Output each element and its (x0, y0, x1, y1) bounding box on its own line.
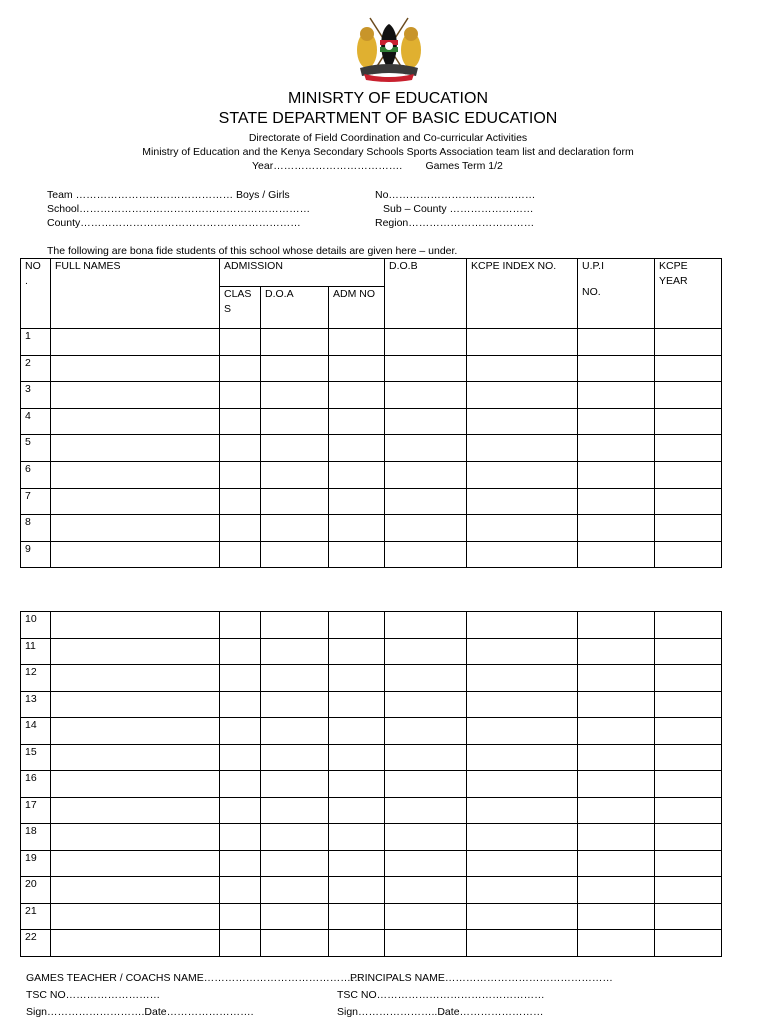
upi-cell[interactable] (578, 718, 655, 745)
class-cell[interactable] (220, 488, 261, 515)
kcpe-year-cell[interactable] (655, 850, 722, 877)
dob-cell[interactable] (385, 824, 467, 851)
dob-cell[interactable] (385, 461, 467, 488)
class-cell[interactable] (220, 877, 261, 904)
class-cell[interactable] (220, 691, 261, 718)
adm-no-cell[interactable] (329, 612, 385, 639)
adm-no-cell[interactable] (329, 930, 385, 957)
adm-no-cell[interactable] (329, 382, 385, 409)
full-names-cell[interactable] (51, 771, 220, 798)
coach-name-field[interactable]: GAMES TEACHER / COACHS NAME……………………………………… (26, 972, 362, 984)
coach-sign-date-field[interactable]: Sign……………………….Date……………………. (26, 1006, 254, 1018)
dob-cell[interactable] (385, 903, 467, 930)
dob-cell[interactable] (385, 382, 467, 409)
adm-no-cell[interactable] (329, 355, 385, 382)
full-names-cell[interactable] (51, 461, 220, 488)
dob-cell[interactable] (385, 744, 467, 771)
kcpe-index-cell[interactable] (467, 329, 578, 356)
doa-cell[interactable] (261, 355, 329, 382)
kcpe-index-cell[interactable] (467, 877, 578, 904)
header-full-names: FULL NAMES (51, 259, 220, 329)
kcpe-index-cell[interactable] (467, 435, 578, 462)
full-names-cell[interactable] (51, 903, 220, 930)
adm-no-cell[interactable] (329, 771, 385, 798)
kcpe-year-cell[interactable] (655, 797, 722, 824)
dob-cell[interactable] (385, 612, 467, 639)
table-row (21, 612, 722, 639)
kcpe-index-cell[interactable] (467, 903, 578, 930)
doa-cell[interactable] (261, 744, 329, 771)
dob-cell[interactable] (385, 638, 467, 665)
doa-cell[interactable] (261, 515, 329, 542)
upi-cell[interactable] (578, 665, 655, 692)
table-row (21, 488, 722, 515)
full-names-cell[interactable] (51, 930, 220, 957)
row-number: 22 (21, 930, 51, 957)
full-names-cell[interactable] (51, 877, 220, 904)
row-number: 2 (21, 355, 51, 382)
dob-cell[interactable] (385, 850, 467, 877)
adm-no-cell[interactable] (329, 718, 385, 745)
upi-cell[interactable] (578, 461, 655, 488)
adm-no-cell[interactable] (329, 903, 385, 930)
full-names-cell[interactable] (51, 355, 220, 382)
header-upi-no: NO. (582, 286, 601, 298)
header-adm-no: ADM NO (329, 287, 385, 329)
table-row (21, 903, 722, 930)
full-names-cell[interactable] (51, 612, 220, 639)
row-number: 4 (21, 408, 51, 435)
table-row (21, 877, 722, 904)
row-number: 7 (21, 488, 51, 515)
table-row (21, 461, 722, 488)
full-names-cell[interactable] (51, 691, 220, 718)
kcpe-year-cell[interactable] (655, 718, 722, 745)
class-cell[interactable] (220, 771, 261, 798)
kcpe-index-cell[interactable] (467, 744, 578, 771)
upi-cell[interactable] (578, 850, 655, 877)
full-names-cell[interactable] (51, 665, 220, 692)
row-number: 8 (21, 515, 51, 542)
full-names-cell[interactable] (51, 638, 220, 665)
row-number: 15 (21, 744, 51, 771)
kcpe-year-cell[interactable] (655, 665, 722, 692)
principal-sign-date-field[interactable]: Sign…………………..Date…………………… (337, 1006, 544, 1018)
table-row (21, 382, 722, 409)
header-upi-label: U.P.I (582, 260, 604, 272)
full-names-cell[interactable] (51, 718, 220, 745)
header-kcpe-index: KCPE INDEX NO. (467, 259, 578, 329)
kcpe-index-cell[interactable] (467, 665, 578, 692)
upi-cell[interactable] (578, 744, 655, 771)
kcpe-year-cell[interactable] (655, 515, 722, 542)
row-number: 10 (21, 612, 51, 639)
class-cell[interactable] (220, 824, 261, 851)
kcpe-year-cell[interactable] (655, 691, 722, 718)
kcpe-index-cell[interactable] (467, 930, 578, 957)
dob-cell[interactable] (385, 355, 467, 382)
table-row (21, 850, 722, 877)
class-cell[interactable] (220, 461, 261, 488)
table-row (21, 744, 722, 771)
doa-cell[interactable] (261, 930, 329, 957)
county-field[interactable]: County……………………………………………………… (47, 217, 301, 229)
row-number: 20 (21, 877, 51, 904)
table-row (21, 638, 722, 665)
doa-cell[interactable] (261, 541, 329, 568)
table-row (21, 665, 722, 692)
kcpe-index-cell[interactable] (467, 771, 578, 798)
kcpe-year-cell[interactable] (655, 824, 722, 851)
upi-cell[interactable] (578, 515, 655, 542)
doa-cell[interactable] (261, 461, 329, 488)
kcpe-year-cell[interactable] (655, 612, 722, 639)
dob-cell[interactable] (385, 488, 467, 515)
adm-no-cell[interactable] (329, 408, 385, 435)
adm-no-cell[interactable] (329, 850, 385, 877)
row-number: 14 (21, 718, 51, 745)
kcpe-year-cell[interactable] (655, 930, 722, 957)
student-table-part1 (20, 258, 722, 568)
class-cell[interactable] (220, 930, 261, 957)
adm-no-cell[interactable] (329, 329, 385, 356)
table-row (21, 329, 722, 356)
dob-cell[interactable] (385, 515, 467, 542)
doa-cell[interactable] (261, 850, 329, 877)
kcpe-year-cell[interactable] (655, 744, 722, 771)
class-cell[interactable] (220, 382, 261, 409)
kcpe-index-cell[interactable] (467, 638, 578, 665)
table-row (21, 691, 722, 718)
doa-cell[interactable] (261, 488, 329, 515)
class-cell[interactable] (220, 903, 261, 930)
row-number: 5 (21, 435, 51, 462)
table-row (21, 355, 722, 382)
table-row (21, 515, 722, 542)
form-description: Ministry of Education and the Kenya Secondary Schools Sports Association team list and declaration form (142, 146, 634, 158)
dob-cell[interactable] (385, 691, 467, 718)
adm-no-cell[interactable] (329, 877, 385, 904)
kcpe-year-cell[interactable] (655, 461, 722, 488)
row-number: 16 (21, 771, 51, 798)
year-games-term-line: Year………………………………. Games Term 1/2 (252, 160, 503, 172)
upi-cell[interactable] (578, 903, 655, 930)
class-cell[interactable] (220, 665, 261, 692)
table-row (21, 408, 722, 435)
kcpe-index-cell[interactable] (467, 461, 578, 488)
kenya-coat-of-arms-emblem (354, 16, 424, 84)
doa-cell[interactable] (261, 382, 329, 409)
principal-name-field[interactable]: PRINCIPALS NAME………………………………………… (350, 972, 613, 984)
adm-no-cell[interactable] (329, 461, 385, 488)
doa-cell[interactable] (261, 797, 329, 824)
full-names-cell[interactable] (51, 435, 220, 462)
upi-cell[interactable] (578, 877, 655, 904)
row-number: 11 (21, 638, 51, 665)
full-names-cell[interactable] (51, 797, 220, 824)
header-kcpe-year: KCPE YEAR (655, 259, 722, 329)
header-doa: D.O.A (261, 287, 329, 329)
kcpe-index-cell[interactable] (467, 515, 578, 542)
row-number: 9 (21, 541, 51, 568)
dob-cell[interactable] (385, 329, 467, 356)
sub-county-field[interactable]: Sub – County …………………… (383, 203, 534, 215)
dob-cell[interactable] (385, 797, 467, 824)
upi-cell[interactable] (578, 824, 655, 851)
upi-cell[interactable] (578, 691, 655, 718)
adm-no-cell[interactable] (329, 541, 385, 568)
table-row (21, 930, 722, 957)
full-names-cell[interactable] (51, 850, 220, 877)
upi-cell[interactable] (578, 612, 655, 639)
upi-cell[interactable] (578, 488, 655, 515)
class-cell[interactable] (220, 638, 261, 665)
adm-no-cell[interactable] (329, 665, 385, 692)
declaration-intro: The following are bona fide students of this school whose details are given here – under. (47, 245, 458, 257)
upi-cell[interactable] (578, 797, 655, 824)
adm-no-cell[interactable] (329, 797, 385, 824)
doa-cell[interactable] (261, 665, 329, 692)
class-cell[interactable] (220, 718, 261, 745)
dob-cell[interactable] (385, 877, 467, 904)
doa-cell[interactable] (261, 771, 329, 798)
header-upi (578, 259, 655, 329)
kcpe-index-cell[interactable] (467, 718, 578, 745)
class-cell[interactable] (220, 435, 261, 462)
team-field[interactable]: Team ……………………………………… Boys / Girls (47, 189, 290, 201)
dob-cell[interactable] (385, 718, 467, 745)
upi-cell[interactable] (578, 930, 655, 957)
full-names-cell[interactable] (51, 744, 220, 771)
kcpe-index-cell[interactable] (467, 824, 578, 851)
adm-no-cell[interactable] (329, 824, 385, 851)
upi-cell[interactable] (578, 382, 655, 409)
class-cell[interactable] (220, 744, 261, 771)
header-dob: D.O.B (385, 259, 467, 329)
row-number: 12 (21, 665, 51, 692)
class-cell[interactable] (220, 408, 261, 435)
kcpe-year-cell[interactable] (655, 638, 722, 665)
kcpe-year-cell[interactable] (655, 771, 722, 798)
student-table-part2 (20, 611, 722, 957)
full-names-cell[interactable] (51, 382, 220, 409)
kcpe-index-cell[interactable] (467, 797, 578, 824)
kcpe-year-cell[interactable] (655, 382, 722, 409)
full-names-cell[interactable] (51, 408, 220, 435)
kcpe-index-cell[interactable] (467, 382, 578, 409)
class-cell[interactable] (220, 515, 261, 542)
doa-cell[interactable] (261, 877, 329, 904)
doa-cell[interactable] (261, 824, 329, 851)
doa-cell[interactable] (261, 612, 329, 639)
table-row (21, 718, 722, 745)
kcpe-index-cell[interactable] (467, 488, 578, 515)
class-cell[interactable] (220, 355, 261, 382)
full-names-cell[interactable] (51, 329, 220, 356)
table-row (21, 824, 722, 851)
row-number: 21 (21, 903, 51, 930)
upi-cell[interactable] (578, 771, 655, 798)
dob-cell[interactable] (385, 771, 467, 798)
adm-no-cell[interactable] (329, 691, 385, 718)
row-number: 3 (21, 382, 51, 409)
doa-cell[interactable] (261, 691, 329, 718)
kcpe-index-cell[interactable] (467, 850, 578, 877)
doa-cell[interactable] (261, 329, 329, 356)
kcpe-index-cell[interactable] (467, 541, 578, 568)
class-cell[interactable] (220, 541, 261, 568)
class-cell[interactable] (220, 329, 261, 356)
row-number: 17 (21, 797, 51, 824)
coach-tsc-field[interactable]: TSC NO……………………… (26, 989, 161, 1001)
region-field[interactable]: Region……………………………… (375, 217, 535, 229)
principal-tsc-field[interactable]: TSC NO………………………………………… (337, 989, 545, 1001)
upi-cell[interactable] (578, 638, 655, 665)
full-names-cell[interactable] (51, 515, 220, 542)
kcpe-year-cell[interactable] (655, 903, 722, 930)
kcpe-index-cell[interactable] (467, 691, 578, 718)
dob-cell[interactable] (385, 541, 467, 568)
dob-cell[interactable] (385, 435, 467, 462)
upi-cell[interactable] (578, 541, 655, 568)
upi-cell[interactable] (578, 435, 655, 462)
adm-no-cell[interactable] (329, 744, 385, 771)
doa-cell[interactable] (261, 408, 329, 435)
header-class: CLAS S (220, 287, 261, 329)
adm-no-cell[interactable] (329, 638, 385, 665)
header-admission: ADMISSION (220, 259, 385, 287)
kcpe-year-cell[interactable] (655, 435, 722, 462)
row-number: 1 (21, 329, 51, 356)
directorate-subtitle: Directorate of Field Coordination and Co-curricular Activities (248, 132, 528, 144)
table-row (21, 435, 722, 462)
class-cell[interactable] (220, 797, 261, 824)
doa-cell[interactable] (261, 903, 329, 930)
full-names-cell[interactable] (51, 541, 220, 568)
table-row (21, 541, 722, 568)
row-number: 19 (21, 850, 51, 877)
table-row (21, 797, 722, 824)
dob-cell[interactable] (385, 408, 467, 435)
upi-cell[interactable] (578, 408, 655, 435)
full-names-cell[interactable] (51, 824, 220, 851)
kcpe-year-cell[interactable] (655, 329, 722, 356)
class-cell[interactable] (220, 850, 261, 877)
upi-cell[interactable] (578, 355, 655, 382)
kcpe-year-cell[interactable] (655, 408, 722, 435)
row-number: 13 (21, 691, 51, 718)
header-no: NO . (21, 259, 51, 329)
kcpe-index-cell[interactable] (467, 408, 578, 435)
table-row (21, 771, 722, 798)
dob-cell[interactable] (385, 665, 467, 692)
row-number: 18 (21, 824, 51, 851)
kcpe-index-cell[interactable] (467, 612, 578, 639)
adm-no-cell[interactable] (329, 515, 385, 542)
row-number: 6 (21, 461, 51, 488)
adm-no-cell[interactable] (329, 435, 385, 462)
doa-cell[interactable] (261, 435, 329, 462)
upi-cell[interactable] (578, 329, 655, 356)
doa-cell[interactable] (261, 638, 329, 665)
kcpe-index-cell[interactable] (467, 355, 578, 382)
ministry-title: MINISRTY OF EDUCATION (287, 90, 488, 107)
adm-no-cell[interactable] (329, 488, 385, 515)
dob-cell[interactable] (385, 930, 467, 957)
kcpe-year-cell[interactable] (655, 541, 722, 568)
department-title: STATE DEPARTMENT OF BASIC EDUCATION (218, 110, 558, 127)
school-field[interactable]: School………………………………………………………… (47, 203, 311, 215)
doa-cell[interactable] (261, 718, 329, 745)
kcpe-year-cell[interactable] (655, 355, 722, 382)
kcpe-year-cell[interactable] (655, 488, 722, 515)
full-names-cell[interactable] (51, 488, 220, 515)
number-field[interactable]: No…………………………………… (375, 189, 536, 201)
class-cell[interactable] (220, 612, 261, 639)
kcpe-year-cell[interactable] (655, 877, 722, 904)
